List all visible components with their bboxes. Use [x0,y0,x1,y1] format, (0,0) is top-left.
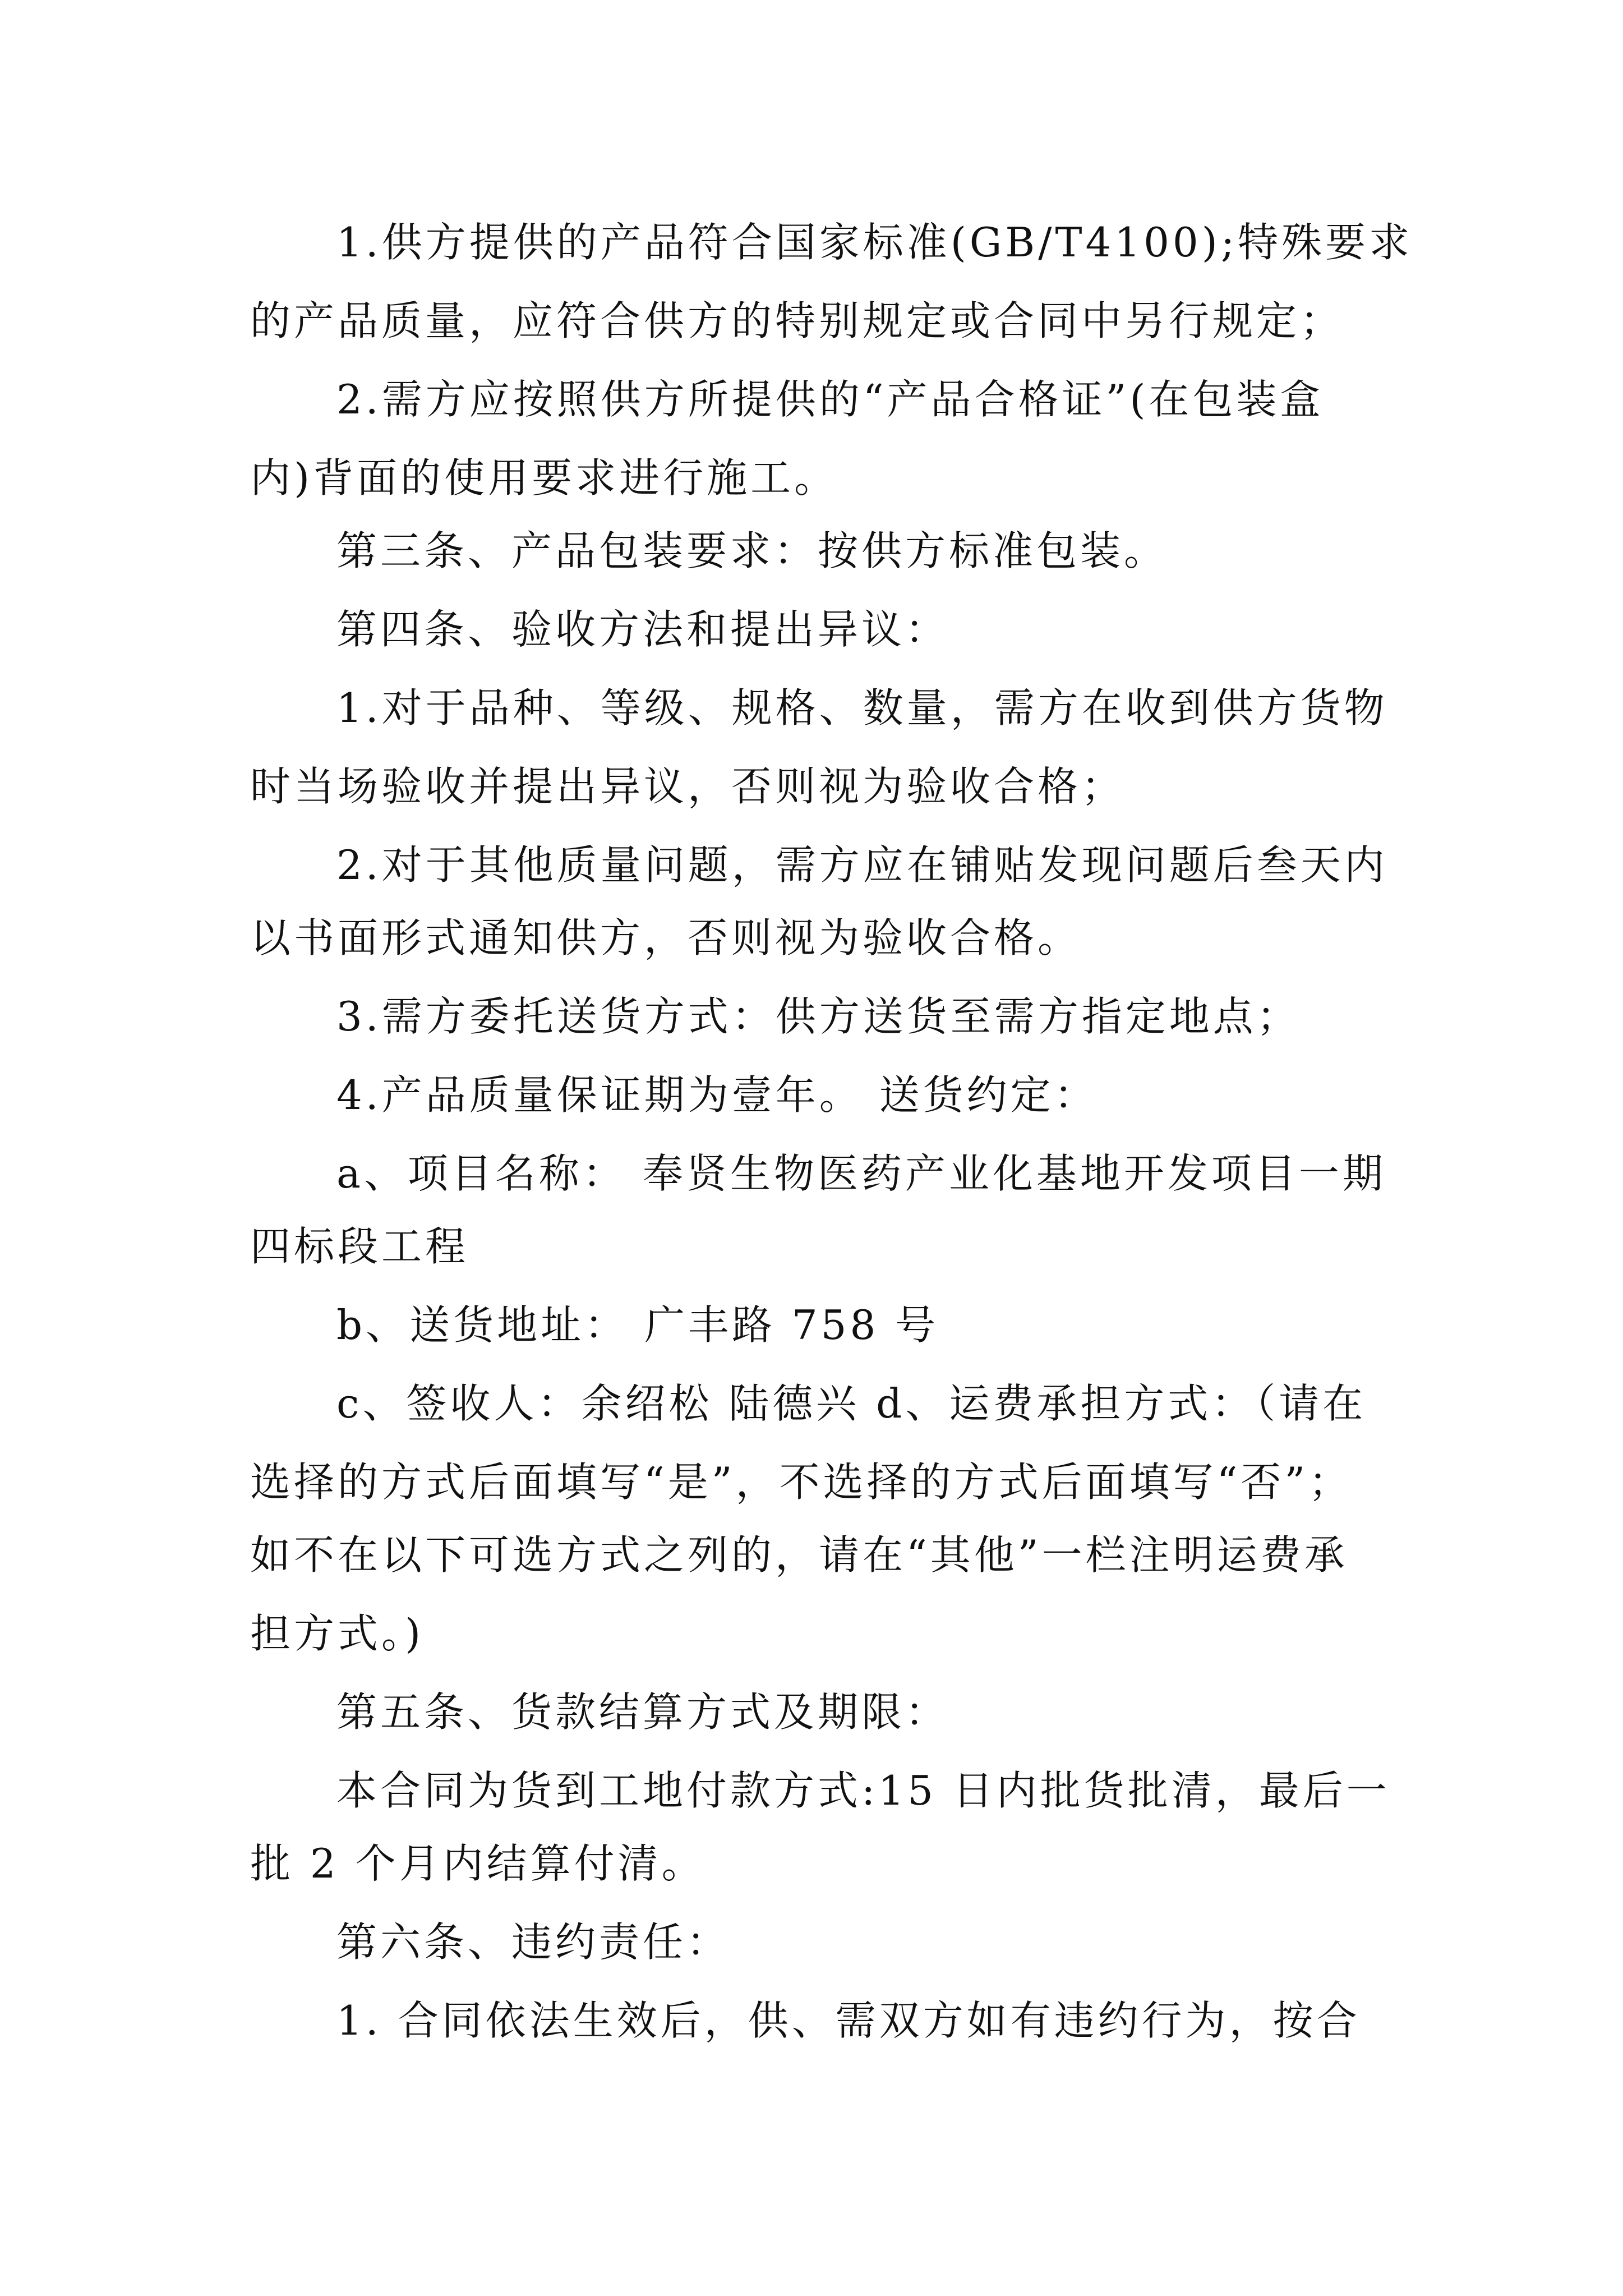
text-line: c、签收人：余绍松 陆德兴 d、运费承担方式：（请在 [336,1380,1367,1427]
text-line: 本合同为货到工地付款方式:15 日内批货批清，最后一 [336,1767,1390,1814]
text-line: 以书面形式通知供方，否则视为验收合格。 [250,914,1082,961]
text-line: b、送货地址： 广丰路 758 号 [336,1301,939,1349]
text-line: 1. 合同依法生效后，供、需双方如有违约行为，按合 [336,1997,1361,2044]
text-line: 1.对于品种、等级、规格、数量，需方在收到供方货物 [336,684,1388,731]
text-line: 选择的方式后面填写“是”，不选择的方式后面填写“否”； [250,1458,1353,1506]
text-line: 时当场验收并提出异议，否则视为验收合格； [250,763,1126,810]
text-line: 4.产品质量保证期为壹年。 送货约定： [336,1071,1098,1119]
text-line: 如不在以下可选方式之列的，请在“其他”一栏注明运费承 [250,1531,1348,1579]
text-line: 担方式。) [250,1610,425,1657]
text-line: 批 2 个月内结算付清。 [250,1840,706,1887]
text-line: 2.对于其他质量问题，需方应在铺贴发现问题后叁天内 [336,841,1388,889]
text-line: 第四条、验收方法和提出异议： [336,606,949,653]
text-line: 第三条、产品包装要求：按供方标准包装。 [336,527,1168,574]
text-line: 2.需方应按照供方所提供的“产品合格证”(在包装盒 [336,376,1324,423]
text-line: 第六条、违约责任： [336,1918,731,1966]
text-line: 内)背面的使用要求进行施工。 [250,454,838,501]
text-line: 的产品质量，应符合供方的特别规定或合同中另行规定； [250,297,1344,344]
text-line: a、项目名称： 奉贤生物医药产业化基地开发项目一期 [336,1150,1386,1197]
text-line: 3.需方委托送货方式：供方送货至需方指定地点； [336,993,1301,1040]
text-line: 1.供方提供的产品符合国家标准(GB/T4100);特殊要求 [336,219,1413,266]
text-line: 第五条、货款结算方式及期限： [336,1688,949,1736]
text-line: 四标段工程 [250,1223,469,1270]
